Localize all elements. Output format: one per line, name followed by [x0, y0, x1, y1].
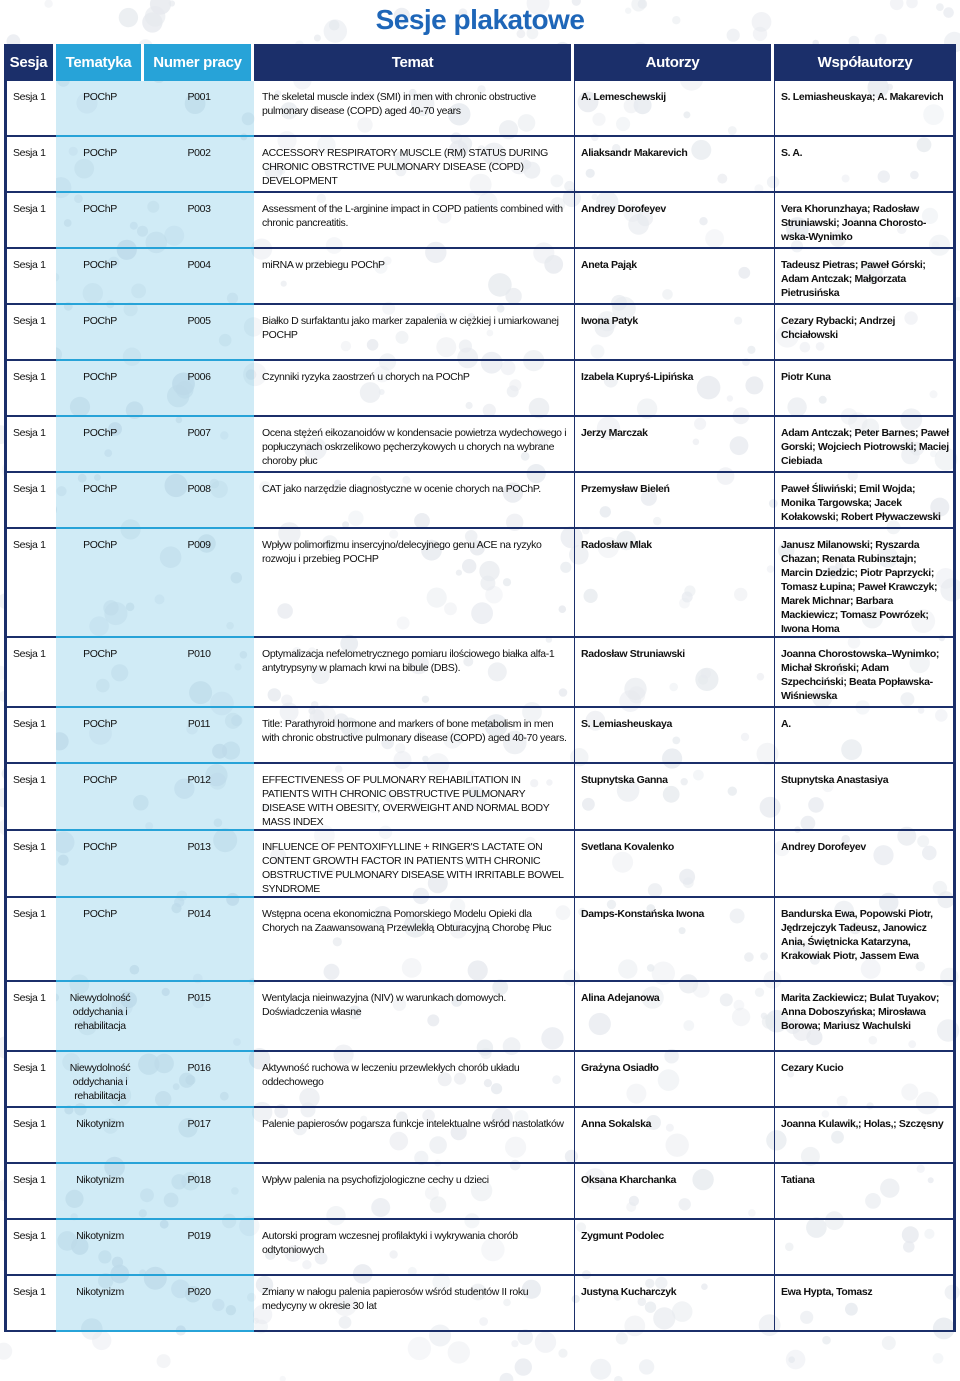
authors-cell: Aliaksandr Makarevich	[574, 137, 774, 193]
topic-cell: POChP	[56, 305, 144, 361]
coauthors-cell: Vera Khorunzhaya; Radosław Struniawski; Joanna Chorosto-wska-Wynimko	[774, 193, 956, 249]
paper-number-cell: P013	[144, 831, 254, 898]
table-row	[4, 1164, 956, 1220]
session-cell: Sesja 1	[4, 1164, 56, 1220]
topic-cell: POChP	[56, 249, 144, 305]
title-cell: EFFECTIVENESS OF PULMONARY REHABILITATION IN PATIENTS WITH CHRONIC OBSTRUCTIVE PULMONARY DISEASE WITH OBESITY, OVERWEIGHT AND NORMAL BODY MASS INDEX	[254, 764, 574, 831]
title-cell: Autorski program wczesnej profilaktyki i wykrywania chorób odtytoniowych	[254, 1220, 574, 1276]
session-cell: Sesja 1	[4, 249, 56, 305]
title-cell: The skeletal muscle index (SMI) in men with chronic obstructive pulmonary disease (COPD) aged 40-70 years	[254, 81, 574, 137]
topic-cell: Nikotynizm	[56, 1220, 144, 1276]
topic-cell: Niewydolność oddychania i rehabilitacja	[56, 982, 144, 1052]
title-cell: Wstępna ocena ekonomiczna Pomorskiego Modelu Opieki dla Chorych na Zaawansowaną Przewlekłą Obturacyjną Chorobę Płuc	[254, 898, 574, 982]
paper-number-cell: P015	[144, 982, 254, 1052]
table-row	[4, 81, 956, 137]
authors-cell: Przemysław Bieleń	[574, 473, 774, 529]
table-row	[4, 982, 956, 1052]
session-cell: Sesja 1	[4, 417, 56, 473]
coauthors-cell	[774, 1220, 956, 1276]
header-tematyka: Tematyka	[56, 44, 144, 81]
coauthors-cell: Piotr Kuna	[774, 361, 956, 417]
table-row	[4, 708, 956, 764]
table-row	[4, 1276, 956, 1332]
authors-cell: Oksana Kharchanka	[574, 1164, 774, 1220]
session-cell: Sesja 1	[4, 361, 56, 417]
authors-cell: Stupnytska Ganna	[574, 764, 774, 831]
title-cell: Aktywność ruchowa w leczeniu przewlekłych chorób układu oddechowego	[254, 1052, 574, 1108]
title-cell: Ocena stężeń eikozanoidów w kondensacie powietrza wydechowego i popłuczynach oskrzelikowo pęcherzykowych u chorych na wybrane choroby płuc	[254, 417, 574, 473]
paper-number-cell: P004	[144, 249, 254, 305]
coauthors-cell: Cezary Kucio	[774, 1052, 956, 1108]
coauthors-cell: Bandurska Ewa, Popowski Piotr, Jędrzejczyk Tadeusz, Janowicz Ania, Świętnicka Katarzyna, Krakowiak Piotr, Jassem Ewa	[774, 898, 956, 982]
topic-cell: Niewydolność oddychania i rehabilitacja	[56, 1052, 144, 1108]
title-cell: Czynniki ryzyka zaostrzeń u chorych na POChP	[254, 361, 574, 417]
authors-cell: Jerzy Marczak	[574, 417, 774, 473]
authors-cell: Izabela Kupryś-Lipińska	[574, 361, 774, 417]
coauthors-cell: A.	[774, 708, 956, 764]
table-row	[4, 1052, 956, 1108]
header-autorzy: Autorzy	[574, 44, 774, 81]
session-cell: Sesja 1	[4, 982, 56, 1052]
coauthors-cell: Janusz Milanowski; Ryszarda Chazan; Renata Rubinsztajn; Marcin Dziedzic; Piotr Paprzycki; Tomasz Łupina; Paweł Krawczyk; Marek Michnar; Barbara Mackiewicz; Tomasz Powrózek; Iwona Homa	[774, 529, 956, 638]
title-cell: ACCESSORY RESPIRATORY MUSCLE (RM) STATUS DURING CHRONIC OBSTRCTIVE PULMONARY DISEASE (COPD) DEVELOPMENT	[254, 137, 574, 193]
coauthors-cell: Andrey Dorofeyev	[774, 831, 956, 898]
authors-cell: A. Lemeschewskij	[574, 81, 774, 137]
title-cell: Palenie papierosów pogarsza funkcje intelektualne wśród nastolatków	[254, 1108, 574, 1164]
session-cell: Sesja 1	[4, 1052, 56, 1108]
coauthors-cell: Tatiana	[774, 1164, 956, 1220]
paper-number-cell: P018	[144, 1164, 254, 1220]
session-cell: Sesja 1	[4, 529, 56, 638]
paper-number-cell: P017	[144, 1108, 254, 1164]
paper-number-cell: P019	[144, 1220, 254, 1276]
session-cell: Sesja 1	[4, 193, 56, 249]
paper-number-cell: P007	[144, 417, 254, 473]
table-row	[4, 638, 956, 708]
session-cell: Sesja 1	[4, 305, 56, 361]
session-cell: Sesja 1	[4, 764, 56, 831]
session-cell: Sesja 1	[4, 708, 56, 764]
topic-cell: POChP	[56, 137, 144, 193]
coauthors-cell: Adam Antczak; Peter Barnes; Paweł Gorski; Wojciech Piotrowski; Maciej Ciebiada	[774, 417, 956, 473]
table-row	[4, 898, 956, 982]
table-row	[4, 249, 956, 305]
topic-cell: POChP	[56, 193, 144, 249]
table-row	[4, 529, 956, 638]
title-cell: Wpływ palenia na psychofizjologiczne cechy u dzieci	[254, 1164, 574, 1220]
session-cell: Sesja 1	[4, 473, 56, 529]
authors-cell: Grażyna Osiadło	[574, 1052, 774, 1108]
title-cell: CAT jako narzędzie diagnostyczne w ocenie chorych na POChP.	[254, 473, 574, 529]
topic-cell: POChP	[56, 638, 144, 708]
paper-number-cell: P016	[144, 1052, 254, 1108]
table-row	[4, 764, 956, 831]
coauthors-cell: Tadeusz Pietras; Paweł Górski; Adam Antczak; Małgorzata Pietrusińska	[774, 249, 956, 305]
authors-cell: Iwona Patyk	[574, 305, 774, 361]
authors-cell: Aneta Pająk	[574, 249, 774, 305]
authors-cell: Alina Adejanowa	[574, 982, 774, 1052]
session-cell: Sesja 1	[4, 1220, 56, 1276]
coauthors-cell: Joanna Chorostowska–Wynimko; Michał Skroński; Adam Szpechciński; Beata Popławska-Wiśniewska	[774, 638, 956, 708]
authors-cell: Andrey Dorofeyev	[574, 193, 774, 249]
topic-cell: Nikotynizm	[56, 1108, 144, 1164]
topic-cell: POChP	[56, 529, 144, 638]
authors-cell: S. Lemiasheuskaya	[574, 708, 774, 764]
paper-number-cell: P010	[144, 638, 254, 708]
poster-sessions-table	[4, 44, 956, 1332]
paper-number-cell: P014	[144, 898, 254, 982]
coauthors-cell: Paweł Śliwiński; Emil Wojda; Monika Targowska; Jacek Kołakowski; Robert Pływaczewski	[774, 473, 956, 529]
header-wspolautorzy: Współautorzy	[774, 44, 956, 81]
title-cell: Assessment of the L-arginine impact in COPD patients combined with chronic pancreatitis.	[254, 193, 574, 249]
coauthors-cell: Stupnytska Anastasiya	[774, 764, 956, 831]
topic-cell: POChP	[56, 361, 144, 417]
title-cell: miRNA w przebiegu POChP	[254, 249, 574, 305]
paper-number-cell: P008	[144, 473, 254, 529]
table-row	[4, 305, 956, 361]
coauthors-cell: Marita Zackiewicz; Bulat Tuyakov; Anna Doboszyńska; Mirosława Borowa; Mariusz Wachulski	[774, 982, 956, 1052]
title-cell: Białko D surfaktantu jako marker zapalenia w ciężkiej i umiarkowanej POCHP	[254, 305, 574, 361]
session-cell: Sesja 1	[4, 638, 56, 708]
table-row	[4, 1108, 956, 1164]
topic-cell: POChP	[56, 81, 144, 137]
table-row	[4, 831, 956, 898]
paper-number-cell: P005	[144, 305, 254, 361]
authors-cell: Radosław Mlak	[574, 529, 774, 638]
session-cell: Sesja 1	[4, 137, 56, 193]
table-row	[4, 137, 956, 193]
topic-cell: POChP	[56, 417, 144, 473]
topic-cell: POChP	[56, 898, 144, 982]
session-cell: Sesja 1	[4, 831, 56, 898]
paper-number-cell: P002	[144, 137, 254, 193]
authors-cell: Svetlana Kovalenko	[574, 831, 774, 898]
paper-number-cell: P009	[144, 529, 254, 638]
topic-cell: POChP	[56, 764, 144, 831]
topic-cell: Nikotynizm	[56, 1164, 144, 1220]
title-cell: INFLUENCE OF PENTOXIFYLLINE + RINGER'S LACTATE ON CONTENT GROWTH FACTOR IN PATIENTS WITH CHRONIC OBSTRUCTIVE PULMONARY DISEASE WITH IRRITABLE BOWEL SYNDROME	[254, 831, 574, 898]
title-cell: Wentylacja nieinwazyjna (NIV) w warunkach domowych. Doświadczenia własne	[254, 982, 574, 1052]
title-cell: Title: Parathyroid hormone and markers of bone metabolism in men with chronic obstructive pulmonary disease (COPD) aged 40-70 years.	[254, 708, 574, 764]
table-row	[4, 1220, 956, 1276]
authors-cell: Zygmunt Podolec	[574, 1220, 774, 1276]
coauthors-cell: Ewa Hypta, Tomasz	[774, 1276, 956, 1332]
paper-number-cell: P006	[144, 361, 254, 417]
topic-cell: POChP	[56, 831, 144, 898]
table-row	[4, 361, 956, 417]
session-cell: Sesja 1	[4, 1108, 56, 1164]
paper-number-cell: P012	[144, 764, 254, 831]
authors-cell: Radosław Struniawski	[574, 638, 774, 708]
page-title: Sesje plakatowe	[375, 4, 585, 35]
paper-number-cell: P020	[144, 1276, 254, 1332]
header-temat: Temat	[254, 44, 574, 81]
coauthors-cell: Cezary Rybacki; Andrzej Chciałowski	[774, 305, 956, 361]
authors-cell: Damps-Konstańska Iwona	[574, 898, 774, 982]
header-numer-pracy: Numer pracy	[144, 44, 254, 81]
title-cell: Wpływ polimorfizmu insercyjno/delecyjnego genu ACE na ryzyko rozwoju i przebieg POCHP	[254, 529, 574, 638]
header-row	[4, 44, 956, 81]
topic-cell: POChP	[56, 708, 144, 764]
header-sesja: Sesja	[4, 44, 56, 81]
paper-number-cell: P001	[144, 81, 254, 137]
session-cell: Sesja 1	[4, 1276, 56, 1332]
table-row	[4, 193, 956, 249]
session-cell: Sesja 1	[4, 81, 56, 137]
paper-number-cell: P011	[144, 708, 254, 764]
session-cell: Sesja 1	[4, 898, 56, 982]
paper-number-cell: P003	[144, 193, 254, 249]
table-row	[4, 473, 956, 529]
topic-cell: Nikotynizm	[56, 1276, 144, 1332]
topic-cell: POChP	[56, 473, 144, 529]
title-cell: Optymalizacja nefelometrycznego pomiaru ilościowego białka alfa-1 antytrypsyny w plamach krwi na bibule (DBS).	[254, 638, 574, 708]
title-cell: Zmiany w nałogu palenia papierosów wśród studentów II roku medycyny w okresie 30 lat	[254, 1276, 574, 1332]
authors-cell: Anna Sokalska	[574, 1108, 774, 1164]
authors-cell: Justyna Kucharczyk	[574, 1276, 774, 1332]
coauthors-cell: S. A.	[774, 137, 956, 193]
table-row	[4, 417, 956, 473]
coauthors-cell: Joanna Kulawik,; Holas,; Szczęsny	[774, 1108, 956, 1164]
coauthors-cell: S. Lemiasheuskaya; A. Makarevich	[774, 81, 956, 137]
